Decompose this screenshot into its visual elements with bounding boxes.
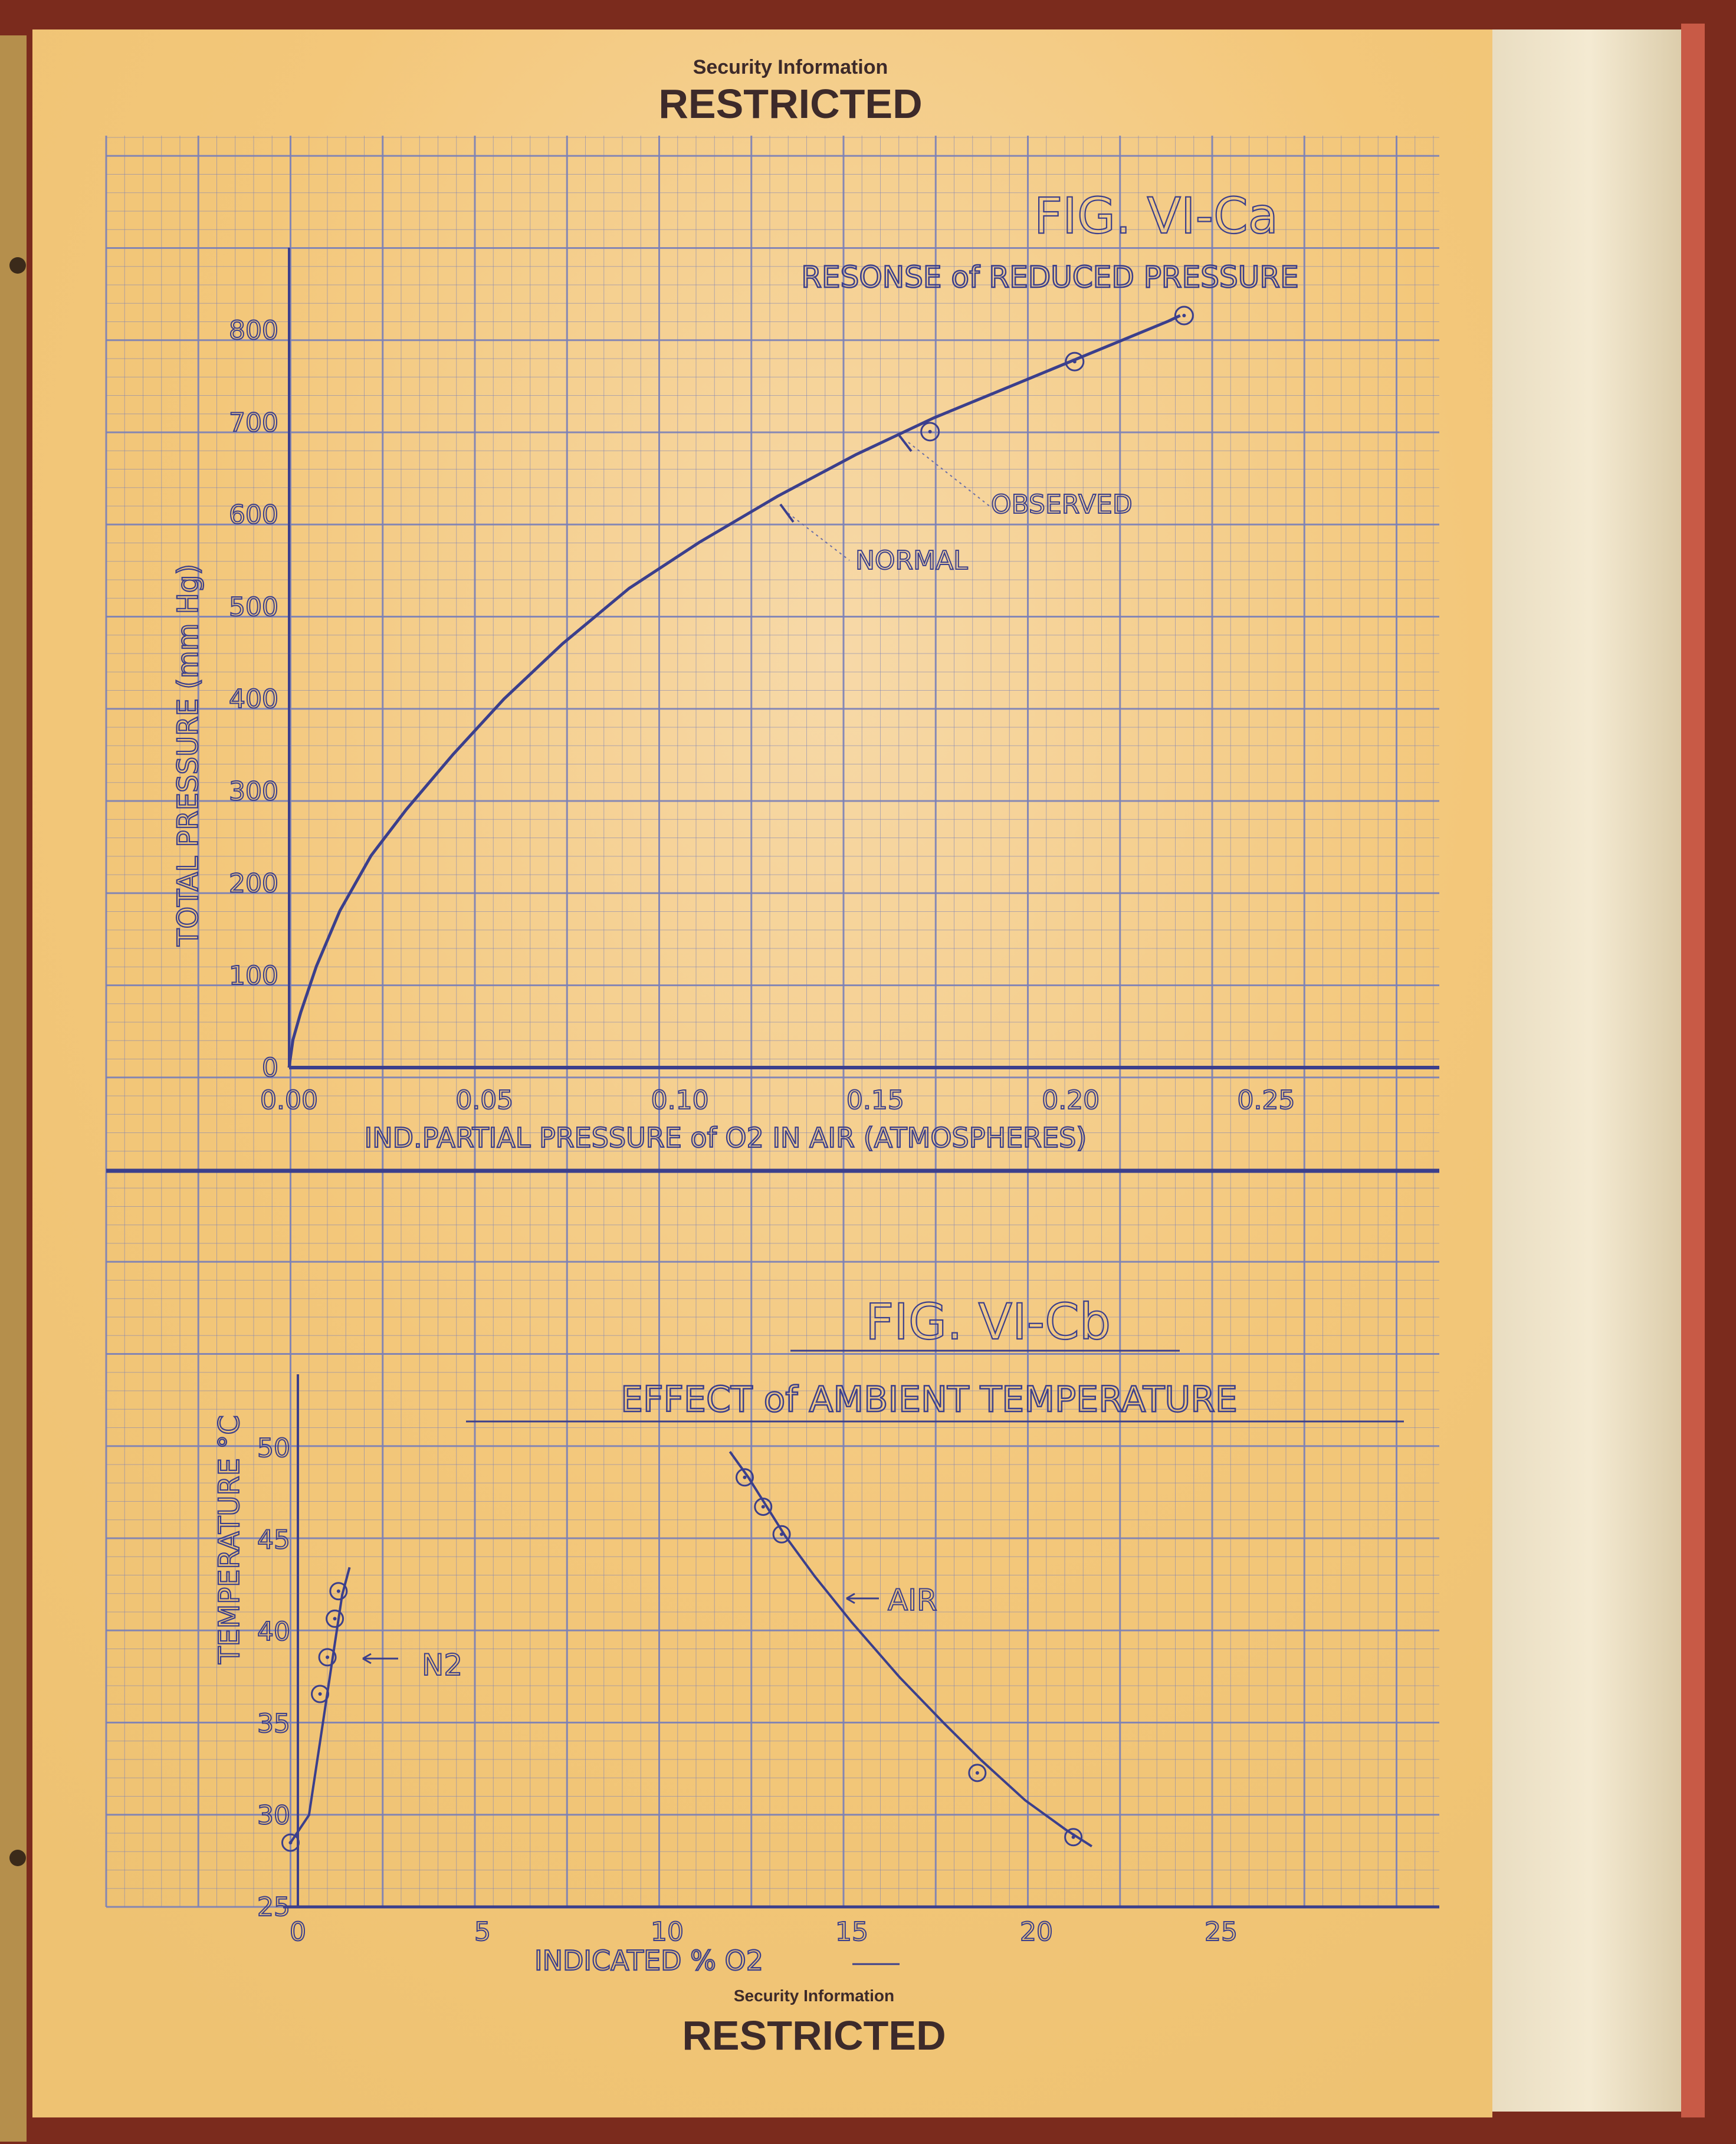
chart1-annotation-normal: NORMAL bbox=[855, 546, 968, 576]
page-stack bbox=[1486, 29, 1693, 2112]
chart2-x-label: INDICATED % O2 bbox=[534, 1945, 763, 1976]
chart2-data-point-center bbox=[319, 1692, 322, 1696]
chart1-y-tick-label: 400 bbox=[229, 684, 278, 714]
chart1-x-tick-label: 0.10 bbox=[651, 1085, 709, 1115]
chart1-y-tick-label: 500 bbox=[229, 592, 278, 622]
chart2-annotation-air: AIR bbox=[888, 1583, 937, 1617]
chart1-x-tick-label: 0.15 bbox=[846, 1085, 904, 1115]
chart1-data-point-center bbox=[928, 430, 932, 434]
chart1-y-label: TOTAL PRESSURE (mm Hg) bbox=[172, 564, 205, 946]
chart1-y-tick-label: 700 bbox=[229, 408, 278, 438]
binder-hole bbox=[9, 257, 26, 274]
chart1-x-tick-label: 0.05 bbox=[455, 1085, 514, 1115]
chart2-x-tick-label: 10 bbox=[651, 1917, 684, 1947]
chart2-y-tick-label: 40 bbox=[257, 1617, 290, 1647]
stamp-top-line2: RESTRICTED bbox=[658, 81, 923, 127]
chart2-y-label: TEMPERATURE °C bbox=[213, 1415, 246, 1664]
chart2-data-point-center bbox=[976, 1771, 979, 1775]
chart2-data-point-center bbox=[762, 1505, 765, 1509]
chart2-data-point-center bbox=[288, 1841, 292, 1844]
chart1-data-point-center bbox=[1182, 314, 1186, 317]
chart1-y-tick-label: 800 bbox=[229, 316, 278, 346]
chart1-x-tick-label: 0.25 bbox=[1237, 1085, 1295, 1115]
chart1-x-tick-label: 0.00 bbox=[260, 1085, 318, 1115]
chart1-x-label: IND.PARTIAL PRESSURE of O2 IN AIR (ATMOSPHERES) bbox=[364, 1122, 1087, 1154]
binder-spine-edge bbox=[1681, 24, 1705, 2117]
binder-hole bbox=[9, 1850, 26, 1866]
chart1-y-tick-label: 200 bbox=[229, 868, 278, 899]
left-page-edge bbox=[0, 35, 27, 2142]
chart2-title: FIG. VI-Cb bbox=[865, 1293, 1111, 1351]
chart2-annotation-n2: N2 bbox=[422, 1648, 463, 1682]
chart2-data-point-center bbox=[326, 1656, 329, 1659]
chart2-y-tick-label: 50 bbox=[257, 1433, 290, 1463]
chart2-subtitle: EFFECT of AMBIENT TEMPERATURE bbox=[621, 1379, 1238, 1420]
chart1-y-tick-label: 0 bbox=[262, 1053, 278, 1083]
chart2-x-tick-label: 0 bbox=[290, 1917, 306, 1947]
chart1-data-point-center bbox=[1073, 360, 1077, 363]
chart2-x-tick-label: 15 bbox=[835, 1917, 868, 1947]
stamp-top-line1: Security Information bbox=[693, 56, 888, 78]
chart2-data-point-center bbox=[337, 1590, 340, 1593]
chart2-x-tick-label: 25 bbox=[1205, 1917, 1238, 1947]
chart1-y-tick-label: 600 bbox=[229, 500, 278, 530]
chart2-data-point-center bbox=[333, 1617, 337, 1620]
chart1-y-tick-label: 100 bbox=[229, 960, 278, 991]
chart2-y-tick-label: 30 bbox=[257, 1800, 290, 1831]
chart2-data-point-center bbox=[1072, 1836, 1075, 1839]
chart2-x-tick-label: 5 bbox=[474, 1917, 491, 1947]
chart1-y-tick-label: 300 bbox=[229, 776, 278, 807]
chart2-y-tick-label: 35 bbox=[257, 1708, 290, 1739]
chart2-data-point-center bbox=[780, 1532, 783, 1536]
chart1-x-tick-label: 0.20 bbox=[1042, 1085, 1100, 1115]
chart2-y-tick-label: 25 bbox=[257, 1892, 290, 1922]
chart1-subtitle: RESONSE of REDUCED PRESSURE bbox=[801, 260, 1299, 294]
chart1-title: FIG. VI-Ca bbox=[1033, 187, 1279, 245]
chart1-annotation-observed: OBSERVED bbox=[991, 490, 1133, 520]
stamp-bottom-line1: Security Information bbox=[733, 1987, 895, 2005]
chart2-x-tick-label: 20 bbox=[1020, 1917, 1053, 1947]
chart2-y-tick-label: 45 bbox=[257, 1525, 290, 1555]
chart2-data-point-center bbox=[743, 1476, 746, 1479]
stamp-bottom-line2: RESTRICTED bbox=[682, 2012, 946, 2058]
